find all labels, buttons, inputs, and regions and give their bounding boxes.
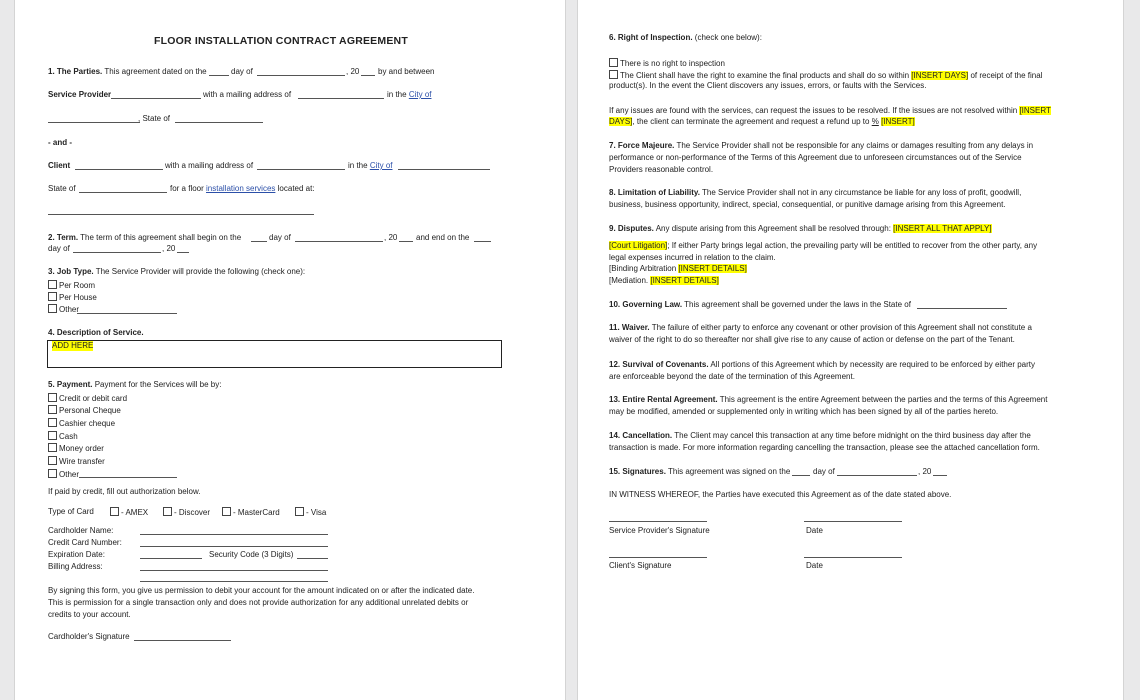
job-type-option[interactable]: Per Room <box>48 280 95 291</box>
governing-state-field[interactable] <box>917 308 1007 309</box>
term-year-prefix-2: , 20 <box>162 244 176 253</box>
term-end-month-field[interactable] <box>73 252 161 253</box>
binding-details-placeholder[interactable]: [INSERT DETAILS] <box>678 264 747 273</box>
court-litigation-placeholder[interactable]: [Court Litigation] <box>609 241 668 250</box>
sp-city-label: in the City of <box>387 90 432 99</box>
percent-field[interactable]: % <box>871 117 879 126</box>
days-placeholder[interactable]: DAYS] <box>609 117 633 126</box>
section-11-heading: 11. Waiver. <box>609 323 650 332</box>
section-9-heading: 9. Disputes. <box>609 224 654 233</box>
term-end-year-field[interactable] <box>177 252 189 253</box>
survival-line: are enforceable beyond the date of the termination of this Agreement. <box>609 372 855 381</box>
section-5-heading: 5. Payment. <box>48 380 93 389</box>
checkbox-icon[interactable] <box>48 280 57 289</box>
security-code-field[interactable] <box>297 558 328 559</box>
signatures-line: 15. Signatures. This agreement was signed on the <box>609 467 791 476</box>
sp-mailing-label: with a mailing address of <box>203 90 292 99</box>
contract-page-2 <box>577 0 1124 700</box>
cancellation-line: transaction is made. For more information regarding cancelling the transaction, please see the attached cancellation form. <box>609 443 1040 452</box>
signed-day-field[interactable] <box>792 475 810 476</box>
governing-law-line: 10. Governing Law. This agreement shall be governed under the laws in the State of <box>609 300 911 309</box>
add-here-placeholder: ADD HERE <box>52 341 94 350</box>
by-and-between: by and between <box>378 67 435 76</box>
term-year-prefix: , 20 <box>384 233 398 242</box>
disputes-line: 9. Disputes. Any dispute arising from this Agreement shall be resolved through: [INSERT ALL THAT APPLY] <box>609 224 992 233</box>
year-blank[interactable] <box>361 75 375 76</box>
document-title: FLOOR INSTALLATION CONTRACT AGREEMENT <box>154 35 408 47</box>
card-option[interactable]: - MasterCard <box>222 507 280 518</box>
insert-refund-placeholder[interactable]: [INSERT] <box>881 117 915 126</box>
section-15-heading: 15. Signatures. <box>609 467 666 476</box>
checkbox-icon[interactable] <box>48 456 57 465</box>
sp-address-field[interactable] <box>298 98 384 99</box>
force-majeure-line: performance or non-performance of the Terms of this Agreement due to unforeseen circumstances out of the Service <box>609 153 1022 162</box>
checkbox-icon[interactable] <box>110 507 119 516</box>
client-city-label: in the City of <box>348 161 393 170</box>
client-mailing-label: with a mailing address of <box>165 161 254 170</box>
cardholder-name-field[interactable] <box>140 534 328 535</box>
credit-instructions: If paid by credit, fill out authorization below. <box>48 487 201 496</box>
payment-other-field[interactable] <box>79 477 177 478</box>
payment-option[interactable]: Wire transfer <box>48 456 105 467</box>
signed-year-field[interactable] <box>933 475 947 476</box>
authorization-text-line: By signing this form, you give us permission to debit your account for the amount indicated on or after the indicated date. <box>48 586 475 595</box>
sp-city-link: City of <box>408 90 432 99</box>
year-prefix: , 20 <box>346 67 360 76</box>
term-line: 2. Term. The term of this agreement shall begin on the <box>48 233 242 242</box>
cancellation-line: 14. Cancellation. The Client may cancel this transaction at any time before midnight on the third business day after the <box>609 431 1031 440</box>
client-label: Client <box>48 161 71 170</box>
expiration-label: Expiration Date: <box>48 550 105 559</box>
term-day-of-2: day of <box>48 244 70 253</box>
payment-option[interactable]: Cashier cheque <box>48 418 115 429</box>
entire-agreement-line: may be modified, amended or supplemented only in writing which has been signed by all of the parties hereto. <box>609 407 999 416</box>
job-type-option[interactable]: Per House <box>48 292 97 303</box>
payment-option[interactable]: Money order <box>48 443 104 454</box>
checkbox-icon[interactable] <box>609 58 618 67</box>
client-name-field[interactable] <box>75 169 163 170</box>
job-type-line: 3. Job Type. The Service Provider will provide the following (check one): <box>48 267 306 276</box>
installation-services-link: installation services <box>206 184 276 193</box>
date-field[interactable] <box>804 521 902 522</box>
day-blank[interactable] <box>209 75 229 76</box>
waiver-line: 11. Waiver. The failure of either party to enforce any covenant or other provision of this Agreement shall not constitute a <box>609 323 1032 332</box>
sp-state-field[interactable] <box>175 122 263 123</box>
sp-city-field[interactable] <box>48 122 140 123</box>
cardholder-name-label: Cardholder Name: <box>48 526 114 535</box>
force-majeure-line: 7. Force Majeure. The Service Provider shall not be responsible for any claims or damages resulting from any delays in <box>609 141 1034 150</box>
description-of-service-box[interactable] <box>47 340 502 368</box>
witness-statement: IN WITNESS WHEREOF, the Parties have executed this Agreement as of the date stated above. <box>609 490 952 499</box>
issues-text-2: DAYS], the client can terminate the agreement and request a refund up to % [INSERT] <box>609 117 915 126</box>
job-type-option[interactable]: Other <box>48 304 79 315</box>
mediation-details-placeholder[interactable]: [INSERT DETAILS] <box>650 276 719 285</box>
payment-option[interactable]: Personal Cheque <box>48 405 121 416</box>
card-number-label: Credit Card Number: <box>48 538 122 547</box>
signed-day-of: day of <box>813 467 835 476</box>
service-provider-signature-label: Service Provider's Signature <box>609 526 710 535</box>
insert-placeholder[interactable]: [INSERT <box>1019 106 1051 115</box>
checkbox-icon[interactable] <box>48 469 57 478</box>
waiver-line: waiver of the right to do so thereafter nor shall give rise to any cause of action or defense on the part of the Tenant. <box>609 335 1015 344</box>
section-4-heading: 4. Description of Service. <box>48 328 144 337</box>
date-label: Date <box>806 526 823 535</box>
checkbox-icon[interactable] <box>48 418 57 427</box>
inspection-text: product(s). In the event the Client discovers any issues, errors, or faults with the Services. <box>609 81 927 90</box>
card-option[interactable]: - Discover <box>163 507 210 518</box>
client-signature-field[interactable] <box>609 557 707 558</box>
section-8-heading: 8. Limitation of Liability. <box>609 188 700 197</box>
client-address-field[interactable] <box>257 169 345 170</box>
section-1-heading: 1. The Parties. <box>48 67 103 76</box>
signed-month-field[interactable] <box>837 475 917 476</box>
signed-year-prefix: , 20 <box>918 467 932 476</box>
section-2-heading: 2. Term. <box>48 233 79 242</box>
payment-option[interactable]: Cash <box>48 431 78 442</box>
client-city-link: City of <box>369 161 393 170</box>
service-provider-signature-field[interactable] <box>609 521 707 522</box>
insert-all-placeholder[interactable]: [INSERT ALL THAT APPLY] <box>893 224 992 233</box>
section-10-heading: 10. Governing Law. <box>609 300 683 309</box>
inspection-option[interactable]: The Client shall have the right to examine the final products and shall do so within [INSERT DAYS] of receipt of the final <box>609 70 1042 81</box>
month-blank[interactable] <box>257 75 345 76</box>
checkbox-icon[interactable] <box>609 70 618 79</box>
card-option[interactable]: - Visa <box>295 507 326 518</box>
insert-days-placeholder[interactable]: [INSERT DAYS] <box>911 71 969 80</box>
billing-address-field[interactable] <box>140 570 328 571</box>
parties-text: This agreement dated on the <box>104 67 207 76</box>
location-field[interactable] <box>48 214 314 215</box>
checkbox-icon[interactable] <box>163 507 172 516</box>
service-provider-label: Service Provider <box>48 90 112 99</box>
term-end-day-field[interactable] <box>474 241 491 242</box>
parties-line <box>48 67 207 77</box>
client-signature-label: Client's Signature <box>609 561 672 570</box>
term-day-of: day of <box>269 233 291 242</box>
section-7-heading: 7. Force Majeure. <box>609 141 675 150</box>
court-litigation-line: [Court Litigation]; If either Party brings legal action, the prevailing party will be entitled to recover from the other party, any <box>609 241 1038 250</box>
cardholder-signature-label: Cardholder's Signature <box>48 632 130 641</box>
checkbox-icon[interactable] <box>222 507 231 516</box>
section-6-heading: 6. Right of Inspection. <box>609 33 693 42</box>
binding-arbitration-line: [Binding Arbitration [INSERT DETAILS] <box>609 264 747 273</box>
liability-line: 8. Limitation of Liability. The Service Provider shall not in any circumstance be liable for any loss of profit, goodwill, <box>609 188 1022 197</box>
expiration-field[interactable] <box>140 558 202 559</box>
term-start-month-field[interactable] <box>295 241 383 242</box>
entire-agreement-line: 13. Entire Rental Agreement. This agreement is the entire Agreement between the parties and the terms of this Agreement <box>609 395 1048 404</box>
client-date-label: Date <box>806 561 823 570</box>
section-14-heading: 14. Cancellation. <box>609 431 673 440</box>
inspection-option[interactable]: There is no right to inspection <box>609 58 725 69</box>
term-start-day-field[interactable] <box>251 241 267 242</box>
checkbox-icon[interactable] <box>48 405 57 414</box>
cardholder-signature-field[interactable] <box>134 640 231 641</box>
contract-page-1 <box>14 0 566 700</box>
section-12-heading: 12. Survival of Covenants. <box>609 360 709 369</box>
checkbox-icon[interactable] <box>48 292 57 301</box>
card-number-field[interactable] <box>140 546 328 547</box>
client-date-field[interactable] <box>804 557 902 558</box>
survival-line: 12. Survival of Covenants. All portions of this Agreement which by necessity are required to be enforced by either party <box>609 360 1035 369</box>
court-litigation-line: legal expenses incurred in relation to the claim. <box>609 253 776 262</box>
sp-state-label: , State of <box>138 114 171 123</box>
mediation-line: [Mediation. [INSERT DETAILS] <box>609 276 719 285</box>
card-option[interactable]: - AMEX <box>110 507 148 518</box>
liability-line: business, business opportunity, indirect, special, consequential, or punitive damage arising from this Agreement. <box>609 200 1006 209</box>
service-provider-name-field[interactable] <box>111 98 201 99</box>
job-type-other-field[interactable] <box>77 313 177 314</box>
authorization-text-line: credits to your account. <box>48 610 131 619</box>
term-start-year-field[interactable] <box>399 241 413 242</box>
authorization-text-line: This is permission for a single transaction only and does not provide authorization for any additional unrelated debits or <box>48 598 469 607</box>
type-of-card-label: Type of Card <box>48 507 94 516</box>
client-city-field[interactable] <box>398 169 490 170</box>
section-3-heading: 3. Job Type. <box>48 267 94 276</box>
checkbox-icon[interactable] <box>295 507 304 516</box>
section-13-heading: 13. Entire Rental Agreement. <box>609 395 718 404</box>
checkbox-icon[interactable] <box>48 443 57 452</box>
payment-option[interactable]: Other <box>48 469 79 480</box>
checkbox-icon[interactable] <box>48 393 57 402</box>
payment-line: 5. Payment. Payment for the Services will be by: <box>48 380 222 389</box>
term-end-label: and end on the <box>416 233 470 242</box>
issues-text: If any issues are found with the services, can request the issues to be resolved. If the issues are not resolved within [INSERT <box>609 106 1051 115</box>
and-separator: - and - <box>48 138 72 147</box>
checkbox-icon[interactable] <box>48 431 57 440</box>
billing-address-label: Billing Address: <box>48 562 103 571</box>
security-code-label: Security Code (3 Digits) <box>209 550 294 559</box>
checkbox-icon[interactable] <box>48 304 57 313</box>
client-state-field[interactable] <box>79 192 167 193</box>
floor-location-line: for a floor installation services located at: <box>170 184 315 193</box>
client-state-label: State of <box>48 184 76 193</box>
day-of-label: day of <box>231 67 253 76</box>
force-majeure-line: Providers reasonable control. <box>609 165 714 174</box>
payment-option[interactable]: Credit or debit card <box>48 393 127 404</box>
billing-address-field-2[interactable] <box>140 581 328 582</box>
inspection-line: 6. Right of Inspection. (check one below): <box>609 33 762 42</box>
